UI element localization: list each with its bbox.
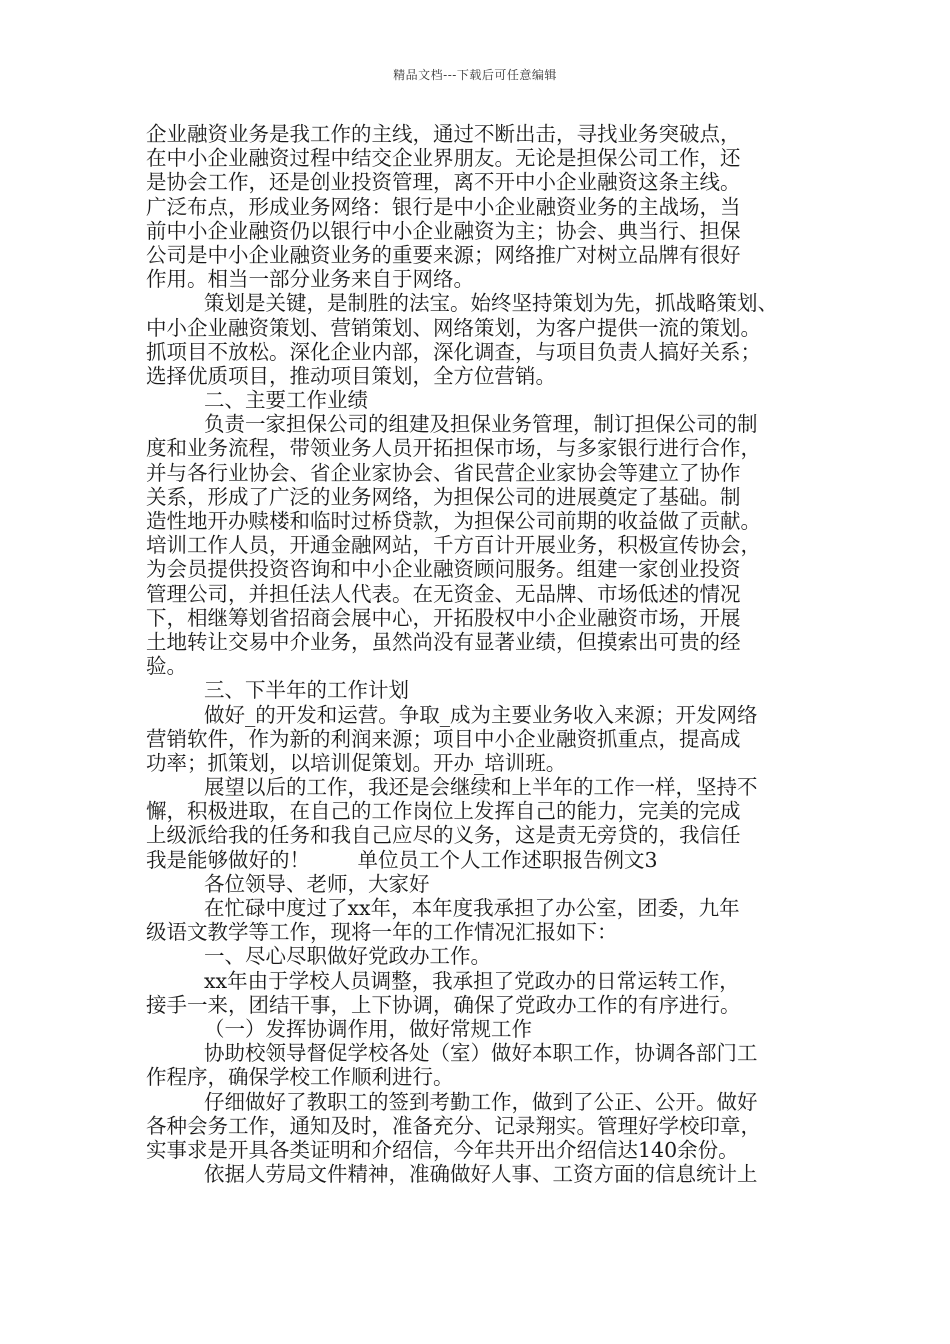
- text-line: 中小企业融资策划、营销策划、网络策划，为客户提供一流的策划。: [146, 315, 761, 340]
- text-line: 前中小企业融资仍以银行中小企业融资为主；协会、典当行、担保: [146, 218, 741, 243]
- text-line: 各位领导、老师，大家好: [204, 871, 430, 896]
- text-line: 选择优质项目，推动项目策划，全方位营销。: [146, 363, 556, 388]
- text-line: 三、下半年的工作计划: [204, 678, 409, 703]
- text-line: 功率；抓策划，以培训促策划。开办_培训班。: [146, 750, 567, 775]
- text-line: 我是能够做好的！ 单位员工个人工作述职报告例文3: [146, 847, 658, 872]
- text-line: 作用。相当一部分业务来自于网络。: [146, 267, 474, 292]
- text-line: 实事求是开具各类证明和介绍信，今年共开出介绍信达140余份。: [146, 1137, 739, 1162]
- text-line: 公司是中小企业融资业务的重要来源；网络推广对树立品牌有很好: [146, 242, 741, 267]
- text-line: 负责一家担保公司的组建及担保业务管理，制订担保公司的制: [204, 412, 758, 437]
- text-line: 各种会务工作，通知及时，准备充分、记录翔实。管理好学校印章，: [146, 1113, 761, 1138]
- text-line: 是协会工作，还是创业投资管理，离不开中小企业融资这条主线。: [146, 170, 741, 195]
- text-line: 做好_的开发和运营。争取_成为主要业务收入来源；开发网络: [204, 702, 758, 727]
- text-line: 上级派给我的任务和我自己应尽的义务，这是责无旁贷的，我信任: [146, 823, 741, 848]
- text-line: 验。: [146, 654, 187, 679]
- text-line: 关系，形成了广泛的业务网络，为担保公司的进展奠定了基础。制: [146, 484, 741, 509]
- text-line: 并与各行业协会、省企业家协会、省民营企业家协会等建立了协作: [146, 460, 741, 485]
- text-line: 依据人劳局文件精神，准确做好人事、工资方面的信息统计上: [204, 1162, 758, 1187]
- document-body: [146, 122, 826, 1186]
- text-line: 度和业务流程，带领业务人员开拓担保市场，与多家银行进行合作，: [146, 436, 761, 461]
- text-line: 二、主要工作业绩: [204, 388, 368, 413]
- text-line: 培训工作人员，开通金融网站，千方百计开展业务，积极宣传协会，: [146, 533, 761, 558]
- text-line: （一）发挥协调作用，做好常规工作: [204, 1016, 532, 1041]
- text-line: 造性地开办赎楼和临时过桥贷款，为担保公司前期的收益做了贡献。: [146, 509, 761, 533]
- text-line: 一、尽心尽职做好党政办工作。: [204, 944, 491, 969]
- text-line: 在中小企业融资过程中结交企业界朋友。无论是担保公司工作，还: [146, 146, 741, 171]
- text-line: 接手一来，团结干事，上下协调，确保了党政办工作的有序进行。: [146, 992, 741, 1017]
- text-line: 在忙碌中度过了xx年，本年度我承担了办公室，团委，九年: [204, 896, 740, 920]
- text-line: 协助校领导督促学校各处（室）做好本职工作，协调各部门工: [204, 1041, 758, 1066]
- text-line: 企业融资业务是我工作的主线，通过不断出击，寻找业务突破点，: [146, 122, 741, 146]
- text-line: 下，相继筹划省招商会展中心，开拓股权中小企业融资市场，开展: [146, 605, 741, 630]
- text-line: 展望以后的工作，我还是会继续和上半年的工作一样，坚持不: [204, 775, 758, 800]
- text-line: xx年由于学校人员调整，我承担了党政办的日常运转工作，: [204, 968, 740, 993]
- text-line: 营销软件，作为新的利润来源；项目中小企业融资抓重点，提高成: [146, 726, 741, 751]
- page-header: 精品文档---下载后可任意编辑: [393, 68, 557, 82]
- text-line: 抓项目不放松。深化企业内部，深化调查，与项目负责人搞好关系；: [146, 339, 761, 364]
- text-line: 作程序，确保学校工作顺利进行。: [146, 1065, 454, 1090]
- text-line: 级语文教学等工作，现将一年的工作情况汇报如下：: [146, 920, 618, 945]
- text-line: 广泛布点，形成业务网络：银行是中小企业融资业务的主战场，当: [146, 194, 741, 219]
- text-line: 策划是关键，是制胜的法宝。始终坚持策划为先，抓战略策划、: [204, 291, 778, 316]
- text-line: 仔细做好了教职工的签到考勤工作，做到了公正、公开。做好: [204, 1089, 758, 1114]
- text-line: 懈，积极进取，在自己的工作岗位上发挥自己的能力，完美的完成: [146, 799, 741, 824]
- text-line: 为会员提供投资咨询和中小企业融资顾问服务。组建一家创业投资: [146, 557, 741, 582]
- text-line: 土地转让交易中介业务，虽然尚没有显著业绩，但摸索出可贵的经: [146, 629, 741, 654]
- text-line: 管理公司，并担任法人代表。在无资金、无品牌、市场低述的情况: [146, 581, 741, 606]
